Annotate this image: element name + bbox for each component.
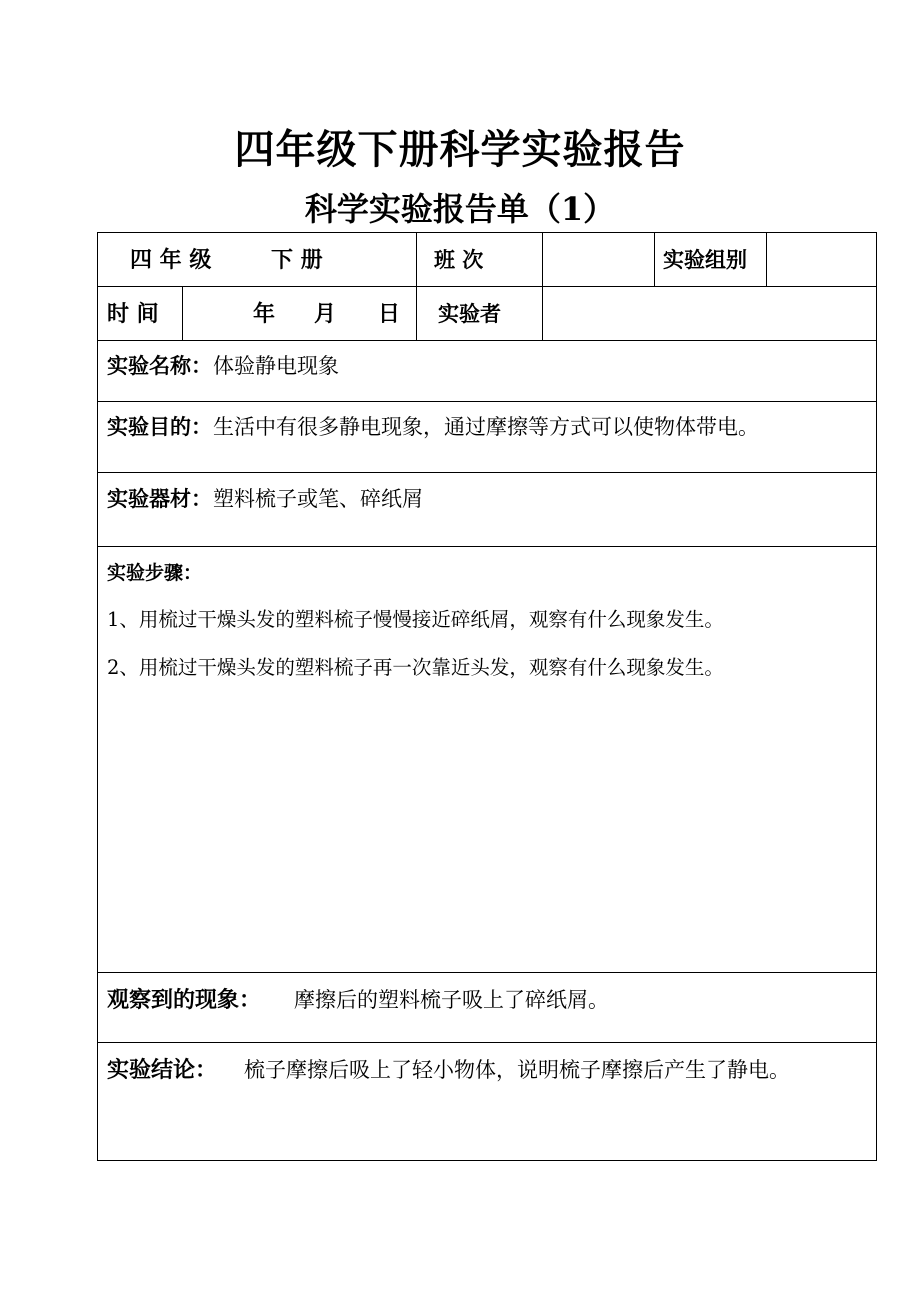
conclusion-label: 实验结论：	[107, 1057, 218, 1083]
experiment-materials-label: 实验器材：	[107, 486, 212, 511]
column-divider	[416, 233, 417, 286]
month-label: 月	[314, 301, 337, 327]
experimenter-label: 实验者	[438, 301, 501, 326]
report-table	[97, 232, 877, 1161]
conclusion-value: 梳子摩擦后吸上了轻小物体，说明梳子摩擦后产生了静电。	[244, 1058, 790, 1082]
column-divider	[416, 286, 417, 340]
row-divider	[98, 1042, 876, 1043]
row-divider	[98, 972, 876, 973]
column-divider	[654, 233, 655, 286]
experiment-name-label: 实验名称：	[107, 353, 212, 378]
day-label: 日	[378, 301, 401, 327]
term-label: 下 册	[271, 247, 323, 273]
row-divider	[98, 546, 876, 547]
year-label: 年	[253, 301, 276, 327]
group-label: 实验组别	[663, 247, 747, 272]
experiment-steps-label: 实验步骤：	[107, 562, 203, 584]
column-divider	[766, 233, 767, 286]
class-label: 班 次	[434, 247, 484, 272]
experiment-step: 1、用梳过干燥头发的塑料梳子慢慢接近碎纸屑，观察有什么现象发生。	[107, 608, 724, 631]
report-sheet-title: 科学实验报告单（1）	[304, 190, 616, 228]
time-label: 时 间	[107, 301, 159, 327]
experiment-materials-value: 塑料梳子或笔、碎纸屑	[213, 487, 423, 511]
grade-label: 四 年 级	[130, 247, 212, 273]
row-divider	[98, 340, 876, 341]
row-divider	[98, 401, 876, 402]
column-divider	[542, 286, 543, 340]
row-divider	[98, 472, 876, 473]
observation-value: 摩擦后的塑料梳子吸上了碎纸屑。	[294, 988, 609, 1012]
document-title: 四年级下册科学实验报告	[234, 126, 686, 173]
experiment-purpose-label: 实验目的：	[107, 414, 212, 439]
experiment-step: 2、用梳过干燥头发的塑料梳子再一次靠近头发，观察有什么现象发生。	[107, 656, 724, 679]
row-divider	[98, 286, 876, 287]
column-divider	[182, 286, 183, 340]
column-divider	[542, 233, 543, 286]
experiment-name-value: 体验静电现象	[213, 354, 339, 378]
experiment-purpose-value: 生活中有很多静电现象，通过摩擦等方式可以使物体带电。	[213, 415, 759, 439]
observation-label: 观察到的现象：	[107, 987, 262, 1013]
